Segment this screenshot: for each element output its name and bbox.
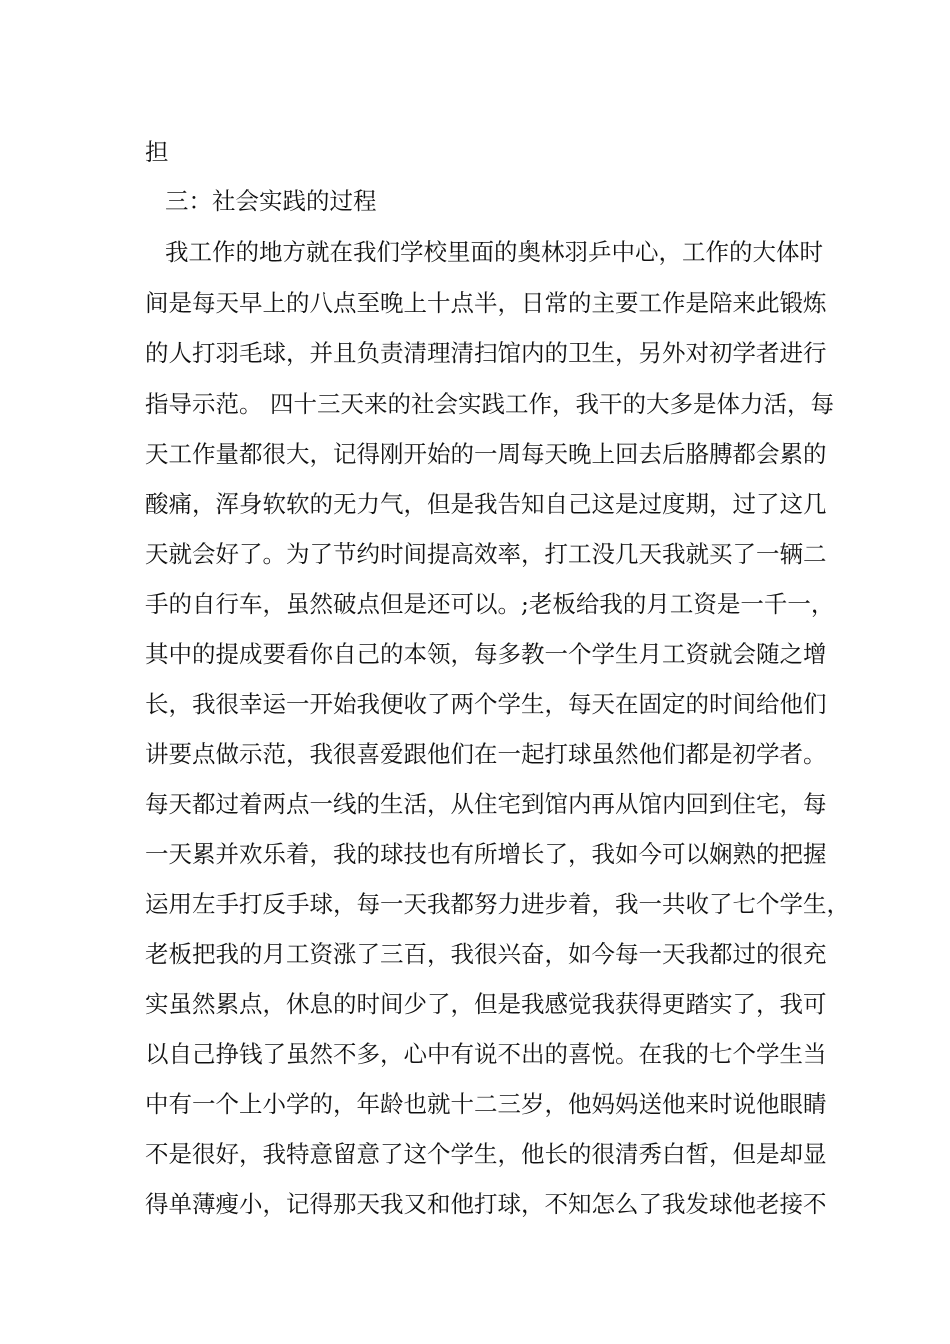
paragraph-line: 酸痛，浑身软软的无力气，但是我告知自己这是过度期，过了这几 (145, 490, 827, 518)
paragraph-line: 不是很好，我特意留意了这个学生，他长的很清秀白皙，但是却显 (145, 1140, 827, 1168)
paragraph-line: 运用左手打反手球，每一天我都努力进步着，我一共收了七个学生， (145, 890, 850, 918)
continuation-text: 担 (145, 138, 169, 166)
section-heading: 三：社会实践的过程 (165, 187, 377, 215)
paragraph-line: 实虽然累点，休息的时间少了，但是我感觉我获得更踏实了，我可 (145, 990, 827, 1018)
paragraph-line: 老板把我的月工资涨了三百，我很兴奋，如今每一天我都过的很充 (145, 940, 827, 968)
paragraph-line: 一天累并欢乐着，我的球技也有所增长了，我如今可以娴熟的把握 (145, 840, 827, 868)
paragraph-line: 长，我很幸运一开始我便收了两个学生，每天在固定的时间给他们 (145, 690, 827, 718)
paragraph-line: 得单薄瘦小，记得那天我又和他打球，不知怎么了我发球他老接不 (145, 1190, 827, 1218)
paragraph-line: 每天都过着两点一线的生活，从住宅到馆内再从馆内回到住宅，每 (145, 790, 827, 818)
paragraph-line: 我工作的地方就在我们学校里面的奥林羽乒中心，工作的大体时 (165, 238, 823, 266)
paragraph-line: 间是每天早上的八点至晚上十点半，日常的主要工作是陪来此锻炼 (145, 289, 827, 317)
paragraph-line: 讲要点做示范，我很喜爱跟他们在一起打球虽然他们都是初学者。 (145, 740, 827, 768)
paragraph-line: 其中的提成要看你自己的本领，每多教一个学生月工资就会随之增 (145, 640, 827, 668)
paragraph-line: 的人打羽毛球，并且负责清理清扫馆内的卫生，另外对初学者进行 (145, 339, 827, 367)
paragraph-line: 天工作量都很大，记得刚开始的一周每天晚上回去后胳膊都会累的 (145, 440, 827, 468)
paragraph-line: 天就会好了。为了节约时间提高效率，打工没几天我就买了一辆二 (145, 540, 827, 568)
paragraph-line: 以自己挣钱了虽然不多，心中有说不出的喜悦。在我的七个学生当 (145, 1040, 827, 1068)
paragraph-line: 手的自行车，虽然破点但是还可以。;老板给我的月工资是一千一， (145, 590, 835, 618)
paragraph-line: 中有一个上小学的，年龄也就十二三岁，他妈妈送他来时说他眼睛 (145, 1090, 827, 1118)
paragraph-line: 指导示范。 四十三天来的社会实践工作，我干的大多是体力活，每 (145, 390, 834, 418)
